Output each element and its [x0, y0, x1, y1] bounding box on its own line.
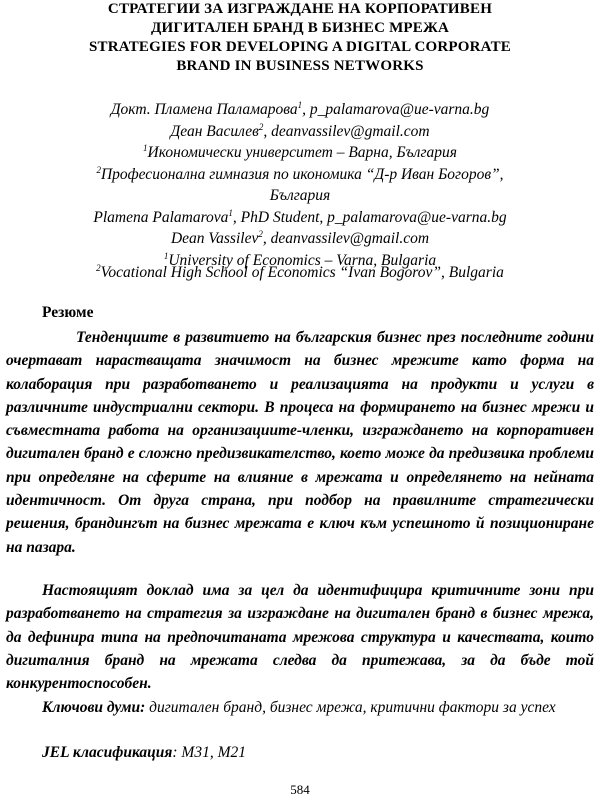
- title-en-line-2: BRAND IN BUSINESS NETWORKS: [176, 58, 424, 74]
- jel-classification: [42, 744, 246, 762]
- affiliation-mark: 2: [96, 164, 101, 175]
- author-name: Деан Василев: [170, 122, 259, 140]
- affiliation-text: Vocational High School of Economics “Ivan Bogorov”, Bulgaria: [100, 264, 504, 281]
- author-bg-1: [0, 99, 600, 121]
- affiliation-mark: 2: [96, 262, 101, 273]
- abstract-paragraph-2: Настоящият доклад има за цел да идентифицира критичните зони при разработването на стратегия за изграждане на дигитален бранд в бизнес мрежа, да дефинира типа на предпочитаната мрежова структура и качествата, които дигиталния бранд на мрежата следва да притежава, за да бъде той конкурентоспособен.: [6, 582, 594, 693]
- author-name: Plamena Palamarova: [93, 208, 229, 226]
- author-en-2: [0, 228, 600, 250]
- jel-label: JEL класификация: [42, 744, 173, 761]
- abstract-heading: Резюме: [42, 304, 94, 321]
- affiliation-en-2: [0, 262, 600, 284]
- title-en-line-1: STRATEGIES FOR DEVELOPING A DIGITAL CORPORATE: [89, 39, 511, 55]
- affiliation-bg-2-country: България: [269, 187, 331, 204]
- keywords-label: Ключови думи:: [42, 699, 146, 716]
- abstract-paragraph-1: Тенденциите в развитието на българския бизнес през последните години очертават нарастващата значимост на бизнес мрежите като форма на колаборация при разработването и реализацията на продукти и услуги в различните индустриални сектори. В процеса на формирането на бизнес мрежи и съвместната работа на организациите-членки, изграждането на корпоративен дигитален бранд е сложно предизвикателство, което може да предизвика проблеми при определяне на сферите на влияние в мрежата и определянето на нейната идентичност. От друга страна, при подбор на правилните стратегически решения, брандингът на бизнес мрежата е ключ към успешното й позициониране на пазара.: [6, 329, 594, 556]
- author-email: , p_palamarova@ue-varna.bg: [302, 101, 490, 118]
- affiliation-mark: 1: [163, 250, 169, 261]
- author-name: Докт. Пламена Паламарова: [110, 101, 298, 118]
- affiliation-bg-2: [0, 164, 600, 186]
- affiliation-mark: 1: [143, 142, 148, 153]
- affiliation-mark: 2: [258, 121, 264, 132]
- author-email: , deanvassilev@gmail.com: [263, 122, 430, 140]
- author-email: , deanvassilev@gmail.com: [262, 230, 430, 247]
- author-email: , PhD Student, p_palamarova@ue-varna.bg: [232, 208, 507, 226]
- author-en-1: [0, 207, 600, 229]
- page-number: 584: [290, 782, 310, 797]
- affiliation-text: Професионална гимназия по икономика “Д-р Иван Богоров”,: [100, 165, 504, 183]
- author-name: Dean Vassilev: [170, 230, 259, 247]
- affiliation-mark: 1: [297, 99, 303, 110]
- affiliation-text: University of Economics – Varna, Bulgaria: [168, 251, 437, 269]
- affiliation-text: Икономически университет – Варна, България: [147, 144, 457, 161]
- affiliation-mark: 1: [228, 207, 233, 218]
- keywords: [6, 696, 594, 719]
- jel-codes: : М31, М21: [172, 744, 247, 761]
- keywords-text: дигитален бранд, бизнес мрежа, критични фактори за успех: [145, 699, 556, 716]
- title-bg-line-2: ДИГИТАЛЕН БРАНД В БИЗНЕС МРЕЖА: [150, 20, 450, 36]
- affiliation-bg-1: [0, 142, 600, 164]
- affiliation-mark: 2: [258, 228, 263, 239]
- author-bg-2: [0, 121, 600, 143]
- title-bg-line-1: СТРАТЕГИИ ЗА ИЗГРАЖДАНЕ НА КОРПОРАТИВЕН: [107, 1, 493, 17]
- author-block: [0, 99, 600, 284]
- title-block: [0, 0, 600, 76]
